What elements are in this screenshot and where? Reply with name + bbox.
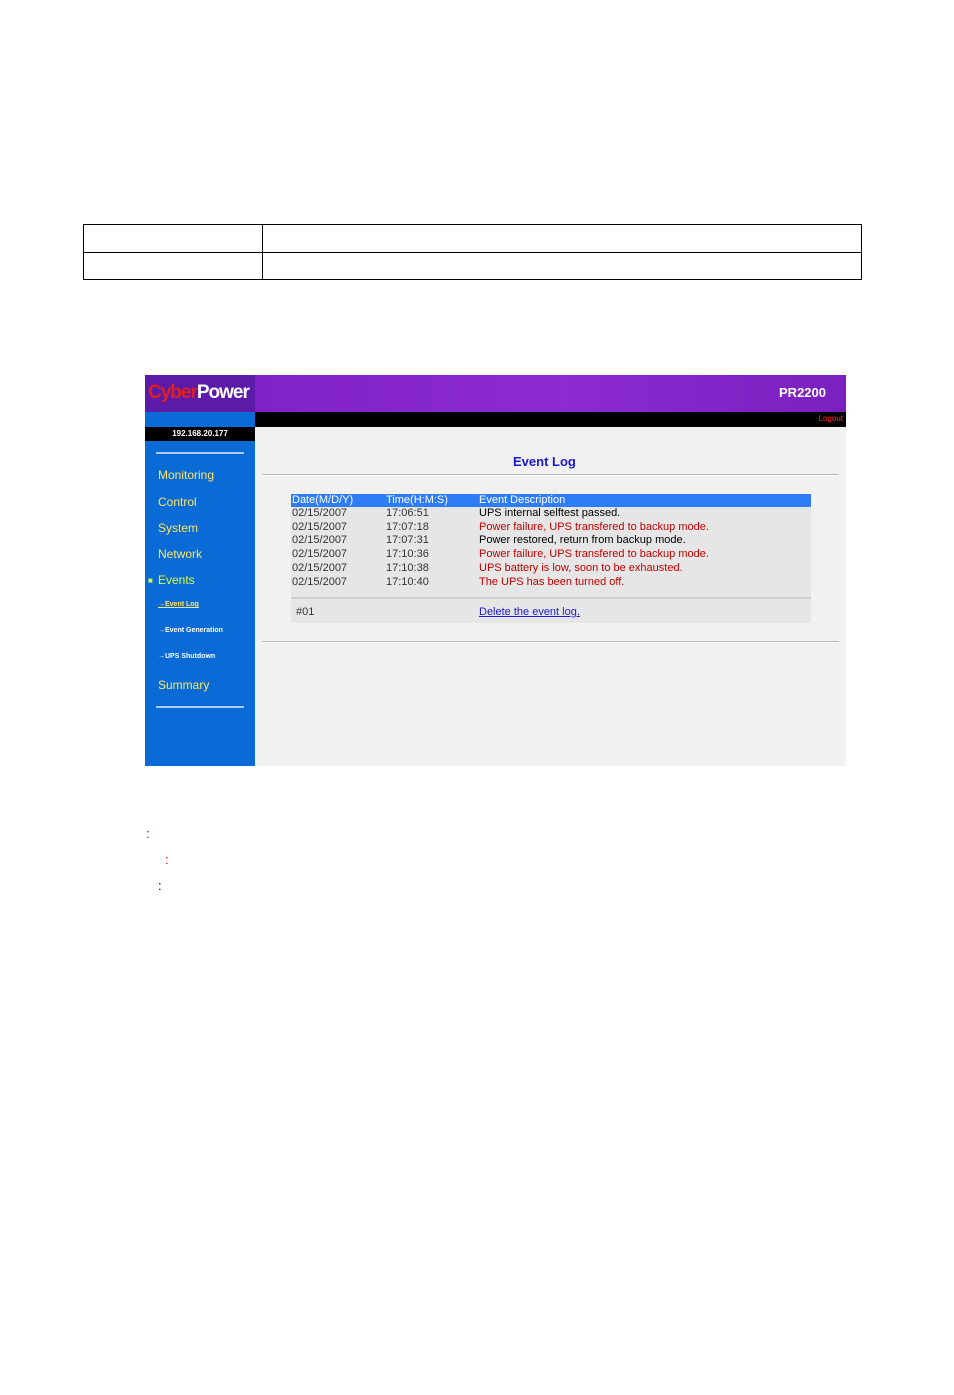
row-description: UPS battery is low, soon to be exhausted.	[479, 561, 683, 574]
row-time: 17:10:40	[386, 575, 429, 588]
sidebar-item-system[interactable]: System	[158, 521, 199, 535]
row-description: Power failure, UPS transfered to backup mode.	[479, 520, 709, 533]
arrow-right-icon: →	[158, 653, 165, 660]
sidebar-subitem-ups-shutdown[interactable]	[158, 653, 215, 660]
ups-web-screenshot	[145, 375, 846, 766]
table-row	[291, 548, 811, 562]
table-cell	[84, 225, 263, 253]
table-row	[291, 507, 811, 521]
column-header-description: Event Description	[479, 494, 566, 506]
page-title: Event Log	[513, 454, 576, 469]
cyberpower-logo	[145, 375, 255, 412]
table-header	[291, 494, 811, 507]
sidebar	[145, 412, 255, 766]
logout-link[interactable]: Logout	[818, 414, 843, 423]
row-description: Power failure, UPS transfered to backup mode.	[479, 548, 709, 561]
row-description: The UPS has been turned off.	[479, 575, 625, 588]
colon-mark: :	[146, 826, 150, 841]
subitem-label: UPS Shutdown	[165, 653, 216, 660]
main-content	[255, 427, 846, 766]
subitem-label: Event Generation	[165, 627, 223, 634]
row-time: 17:10:36	[386, 548, 429, 561]
table-divider	[291, 597, 811, 599]
table-row	[291, 576, 811, 590]
row-description: UPS internal selftest passed.	[479, 507, 621, 519]
header-bar	[145, 375, 846, 412]
column-header-date: Date(M/D/Y)	[292, 494, 354, 506]
table-row	[84, 252, 862, 280]
subitem-label: Event Log	[165, 601, 199, 608]
row-date: 02/15/2007	[292, 561, 348, 574]
column-header-time: Time(H:M:S)	[386, 494, 448, 506]
event-log-table	[291, 494, 811, 623]
sidebar-item-monitoring[interactable]: Monitoring	[158, 468, 215, 482]
sidebar-item-summary[interactable]: Summary	[158, 678, 210, 692]
arrow-right-icon: →	[158, 627, 165, 634]
table-cell	[263, 252, 862, 280]
table-cell	[263, 225, 862, 253]
sidebar-divider	[156, 452, 244, 454]
sidebar-subitem-event-log[interactable]	[158, 601, 199, 608]
row-date: 02/15/2007	[292, 534, 348, 547]
sidebar-item-control[interactable]: Control	[158, 495, 197, 509]
table-row	[291, 562, 811, 576]
logo-cyber-text: Cyber	[148, 382, 197, 403]
ip-address: 192.168.20.177	[145, 427, 255, 441]
top-black-bar	[255, 412, 846, 427]
row-time: 17:07:18	[386, 520, 429, 533]
arrow-right-icon: →	[158, 601, 165, 608]
colon-mark: :	[165, 852, 169, 867]
row-date: 02/15/2007	[292, 507, 348, 519]
document-table	[83, 224, 862, 280]
table-row	[291, 534, 811, 548]
table-row	[291, 521, 811, 535]
model-name: PR2200	[779, 385, 826, 400]
row-date: 02/15/2007	[292, 575, 348, 588]
row-time: 17:06:51	[386, 507, 429, 519]
sidebar-item-events[interactable]: Events	[158, 573, 195, 587]
sidebar-subitem-event-generation[interactable]	[158, 627, 223, 634]
content-divider	[262, 641, 839, 643]
table-row	[84, 225, 862, 253]
page-number: #01	[296, 606, 315, 618]
colon-mark: :	[158, 878, 162, 893]
delete-event-log-link[interactable]: Delete the event log.	[479, 606, 580, 618]
row-date: 02/15/2007	[292, 520, 348, 533]
table-cell	[84, 252, 263, 280]
active-bullet-icon: ■	[148, 576, 153, 585]
row-time: 17:07:31	[386, 534, 429, 547]
title-divider	[262, 474, 839, 476]
row-time: 17:10:38	[386, 561, 429, 574]
row-date: 02/15/2007	[292, 548, 348, 561]
row-description: Power restored, return from backup mode.	[479, 534, 686, 547]
sidebar-item-network[interactable]: Network	[158, 547, 203, 561]
sidebar-divider	[156, 706, 244, 708]
logo-power-text: Power	[196, 382, 249, 403]
